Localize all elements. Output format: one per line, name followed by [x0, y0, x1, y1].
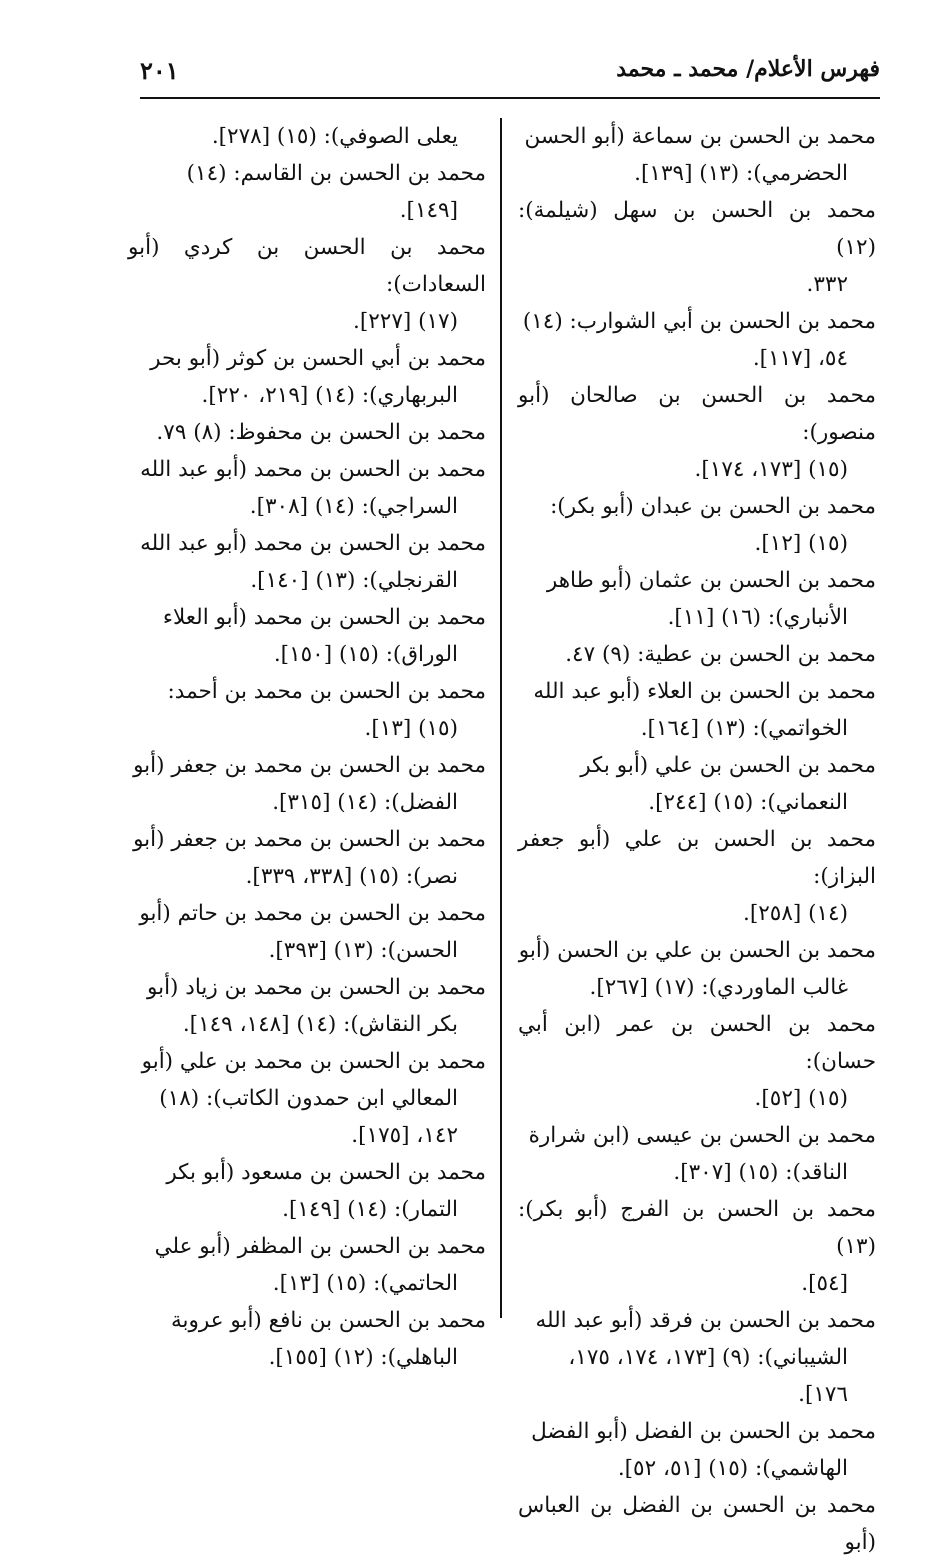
entry-continuation-line: الحسن): (١٣) [٣٩٣]. — [268, 938, 458, 963]
index-entry — [128, 1043, 486, 1154]
index-entry — [128, 229, 486, 340]
entry-continuation-line: (١٤) [٢٥٨]. — [742, 901, 848, 926]
entry-heading-line: يعلى الصوفي): (١٥) [٢٧٨]. — [211, 124, 458, 149]
entry-continuation-line: البربهاري): (١٤) [٢١٩، ٢٢٠]. — [201, 383, 458, 408]
entry-heading-line: محمد بن الحسن بن القاسم: (١٤) — [186, 161, 486, 186]
entry-continuation-line: المعالي ابن حمدون الكاتب): (١٨) — [159, 1086, 458, 1111]
index-entry — [518, 821, 876, 932]
entry-heading-line: محمد بن الحسن بن محمد بن جعفر (أبو — [133, 753, 486, 778]
index-column-right — [518, 118, 876, 1555]
index-entry — [128, 747, 486, 821]
entry-heading-line: محمد بن الحسن بن محمد بن زياد (أبو — [146, 975, 486, 1000]
entry-continuation-line: الحاتمي): (١٥) [١٣]. — [272, 1271, 458, 1296]
index-entry — [128, 1154, 486, 1228]
entry-continuation-line: [٥٤]. — [801, 1271, 848, 1296]
entry-heading-line: محمد بن الحسن بن عمر (ابن أبي حسان): — [518, 1012, 876, 1074]
entry-heading-line: محمد بن الحسن بن علي (أبو بكر — [580, 753, 876, 778]
entry-heading-line: محمد بن الحسن بن الفضل بن العباس (أبو — [518, 1493, 876, 1555]
entry-continuation-line: الوراق): (١٥) [١٥٠]. — [273, 642, 458, 667]
column-divider — [500, 118, 502, 1318]
index-entry — [518, 932, 876, 1006]
entry-continuation-line: غالب الماوردي): (١٧) [٢٦٧]. — [589, 975, 848, 1000]
entry-heading-line: محمد بن الحسن بن محمد بن جعفر (أبو — [133, 827, 486, 852]
index-entry — [128, 821, 486, 895]
entry-continuation-line: الباهلي): (١٢) [١٥٥]. — [268, 1345, 458, 1370]
entry-heading-line: محمد بن الحسن بن الفرج (أبو بكر): (١٣) — [518, 1197, 876, 1259]
entry-heading-line: محمد بن الحسن بن عبدان (أبو بكر): — [550, 494, 876, 519]
entry-continuation-line: بكر النقاش): (١٤) [١٤٨، ١٤٩]. — [182, 1012, 458, 1037]
entry-heading-line: محمد بن الحسن بن عيسى (ابن شرارة — [528, 1123, 876, 1148]
entry-continuation-line: ١٧٦]. — [798, 1382, 848, 1407]
entry-heading-line: محمد بن الحسن بن عطية: (٩) ٤٧. — [565, 642, 876, 667]
index-entry — [518, 118, 876, 192]
page-header — [140, 52, 880, 92]
entry-continuation-line: الهاشمي): (١٥) [٥١، ٥٢]. — [617, 1456, 848, 1481]
entry-continuation-line: الفضل): (١٤) [٣١٥]. — [272, 790, 458, 815]
index-entry — [518, 192, 876, 303]
entry-heading-line: محمد بن الحسن بن محفوظ: (٨) ٧٩. — [156, 420, 486, 445]
index-entry — [518, 1487, 876, 1561]
index-entry — [518, 488, 876, 562]
entry-continuation-line: (١٧) [٢٢٧]. — [352, 309, 458, 334]
entry-continuation-line: (١٥) [٥٢]. — [754, 1086, 848, 1111]
entry-heading-line: محمد بن الحسن بن محمد (أبو عبد الله — [140, 457, 486, 482]
entry-continuation-line: السراجي): (١٤) [٣٠٨]. — [249, 494, 458, 519]
index-entry — [128, 414, 486, 451]
entry-heading-line: محمد بن الحسن بن كردي (أبو السعادات): — [128, 235, 486, 297]
index-entry — [128, 673, 486, 747]
entry-heading-line: محمد بن الحسن بن المظفر (أبو علي — [154, 1234, 486, 1259]
entry-heading-line: محمد بن الحسن بن مسعود (أبو بكر — [166, 1160, 486, 1185]
entry-continuation-line: ١٤٢، [١٧٥]. — [351, 1123, 458, 1148]
entry-heading-line: محمد بن الحسن بن محمد بن أحمد: — [167, 679, 486, 704]
index-entry — [128, 1228, 486, 1302]
index-entry — [518, 377, 876, 488]
index-column-left — [128, 118, 486, 1370]
entry-heading-line: محمد بن الحسن بن محمد (أبو عبد الله — [140, 531, 486, 556]
index-entry — [518, 1302, 876, 1413]
index-entry — [128, 118, 486, 155]
entry-continuation-line: نصر): (١٥) [٣٣٨، ٣٣٩]. — [245, 864, 458, 889]
index-entry — [128, 1302, 486, 1376]
entry-heading-line: محمد بن الحسن بن محمد بن حاتم (أبو — [139, 901, 486, 926]
index-entry — [518, 1006, 876, 1117]
entry-continuation-line: (١٥) [١٢]. — [754, 531, 848, 556]
header-rule — [140, 97, 880, 99]
entry-heading-line: محمد بن الحسن بن علي (أبو جعفر البزاز): — [518, 827, 876, 889]
entry-continuation-line: الخواتمي): (١٣) [١٦٤]. — [640, 716, 848, 741]
entry-continuation-line: الناقد): (١٥) [٣٠٧]. — [673, 1160, 848, 1185]
entry-continuation-line: الشيباني): (٩) [١٧٣، ١٧٤، ١٧٥، — [568, 1345, 848, 1370]
entry-heading-line: محمد بن الحسن بن نافع (أبو عروبة — [170, 1308, 486, 1333]
entry-continuation-line: الأنباري): (١٦) [١١]. — [667, 605, 848, 630]
entry-heading-line: محمد بن الحسن بن الفضل (أبو الفضل — [531, 1419, 876, 1444]
entry-heading-line: محمد بن الحسن بن سهل (شيلمة): (١٢) — [518, 198, 876, 260]
entry-continuation-line: النعماني): (١٥) [٢٤٤]. — [648, 790, 848, 815]
index-entry — [128, 525, 486, 599]
entry-heading-line: محمد بن الحسن بن صالحان (أبو منصور): — [518, 383, 876, 445]
index-entry — [518, 747, 876, 821]
index-entry — [128, 155, 486, 229]
entry-continuation-line: [١٤٩]. — [399, 198, 458, 223]
index-entry — [518, 303, 876, 377]
entry-heading-line: محمد بن الحسن بن فرقد (أبو عبد الله — [535, 1308, 876, 1333]
running-title: فهرس الأعلام/ محمد ـ محمد — [616, 56, 880, 82]
index-entry — [518, 562, 876, 636]
index-entry — [128, 969, 486, 1043]
index-entry — [518, 1191, 876, 1302]
entry-continuation-line: ٥٤، [١١٧]. — [752, 346, 848, 371]
entry-heading-line: محمد بن الحسن بن سماعة (أبو الحسن — [524, 124, 876, 149]
entry-continuation-line: (١٥) [١٧٣، ١٧٤]. — [694, 457, 848, 482]
entry-heading-line: محمد بن الحسن بن أبي الشوارب: (١٤) — [522, 309, 876, 334]
entry-heading-line: محمد بن أبي الحسن بن كوثر (أبو بحر — [150, 346, 486, 371]
entry-heading-line: محمد بن الحسن بن محمد بن علي (أبو — [141, 1049, 486, 1074]
entry-heading-line: محمد بن الحسن بن محمد (أبو العلاء — [162, 605, 486, 630]
index-entry — [128, 451, 486, 525]
index-entry — [518, 636, 876, 673]
entry-heading-line: محمد بن الحسن بن عثمان (أبو طاهر — [546, 568, 876, 593]
page-number: ٢٠١ — [140, 56, 179, 85]
index-entry — [518, 1117, 876, 1191]
entry-continuation-line: (١٥) [١٣]. — [364, 716, 458, 741]
entry-continuation-line: ٣٣٢. — [806, 272, 848, 297]
index-entry — [128, 340, 486, 414]
entry-continuation-line: التمار): (١٤) [١٤٩]. — [282, 1197, 458, 1222]
entry-continuation-line: الحضرمي): (١٣) [١٣٩]. — [634, 161, 848, 186]
entry-continuation-line: القرنجلي): (١٣) [١٤٠]. — [250, 568, 458, 593]
index-entry — [518, 1413, 876, 1487]
entry-heading-line: محمد بن الحسن بن علي بن الحسن (أبو — [518, 938, 876, 963]
index-entry — [518, 673, 876, 747]
index-entry — [128, 895, 486, 969]
entry-heading-line: محمد بن الحسن بن العلاء (أبو عبد الله — [533, 679, 876, 704]
index-entry — [128, 599, 486, 673]
